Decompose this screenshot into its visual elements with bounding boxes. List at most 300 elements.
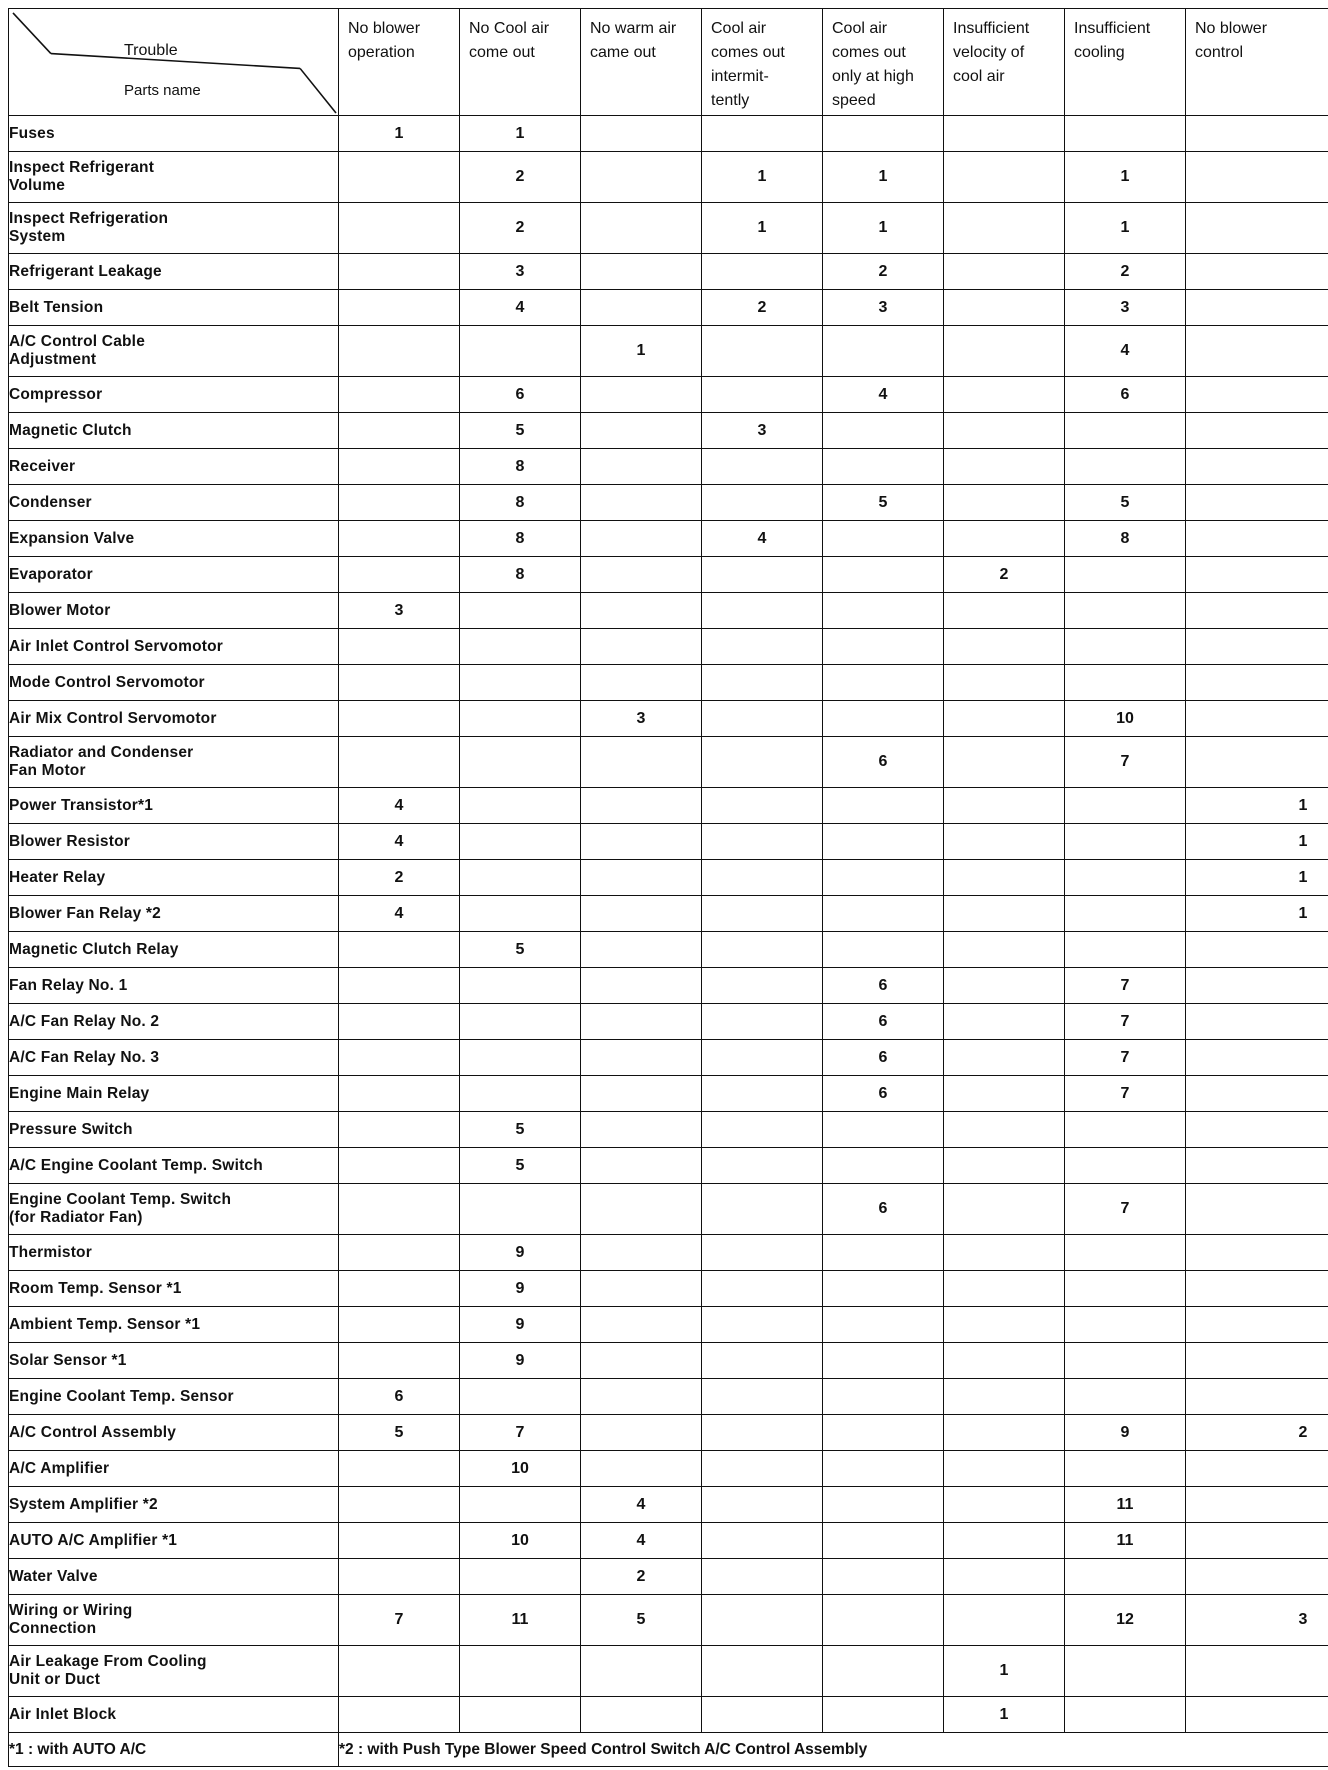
- column-header-line: come out: [469, 44, 535, 61]
- priority-cell: [944, 593, 1065, 629]
- part-name-line: Room Temp. Sensor *1: [9, 1279, 182, 1297]
- priority-cell: [702, 1595, 823, 1646]
- column-header-line: velocity of: [953, 44, 1025, 61]
- priority-cell: [460, 1559, 581, 1595]
- priority-cell: [1186, 932, 1328, 968]
- priority-cell: [460, 968, 581, 1004]
- part-name-line: Engine Coolant Temp. Switch: [9, 1191, 232, 1208]
- part-name-line: Wiring or Wiring: [9, 1602, 133, 1619]
- priority-cell: [339, 1040, 460, 1076]
- part-name-cell: [9, 254, 339, 290]
- table-body: [9, 116, 1328, 1733]
- part-name-line: Heater Relay: [9, 868, 106, 886]
- priority-cell: [702, 1271, 823, 1307]
- priority-cell: [702, 377, 823, 413]
- part-name-cell: [9, 1235, 339, 1271]
- priority-cell: 3: [702, 413, 823, 449]
- table-row: [9, 1148, 1328, 1184]
- priority-cell: [1186, 449, 1328, 485]
- priority-cell: [1065, 629, 1186, 665]
- priority-cell: [944, 1148, 1065, 1184]
- priority-cell: 2: [702, 290, 823, 326]
- priority-cell: [823, 1697, 944, 1733]
- priority-cell: 8: [460, 485, 581, 521]
- priority-cell: [944, 203, 1065, 254]
- priority-cell: [339, 1004, 460, 1040]
- priority-cell: 4: [339, 788, 460, 824]
- priority-cell: 7: [1065, 1040, 1186, 1076]
- priority-cell: [581, 1646, 702, 1697]
- priority-cell: [581, 1343, 702, 1379]
- priority-cell: 8: [460, 557, 581, 593]
- priority-cell: [702, 1112, 823, 1148]
- priority-cell: [702, 1451, 823, 1487]
- priority-cell: [823, 1307, 944, 1343]
- col-cool-air-intermittent: [702, 9, 823, 116]
- priority-cell: [823, 1451, 944, 1487]
- part-name-cell: [9, 290, 339, 326]
- part-name-line: (for Radiator Fan): [9, 1209, 143, 1226]
- table-row: [9, 1271, 1328, 1307]
- priority-cell: 5: [1065, 485, 1186, 521]
- part-name-cell: [9, 665, 339, 701]
- part-name-cell: [9, 932, 339, 968]
- priority-cell: [823, 896, 944, 932]
- priority-cell: [823, 593, 944, 629]
- priority-cell: 2: [1065, 254, 1186, 290]
- column-header-line: Cool air: [832, 20, 888, 37]
- priority-cell: 5: [581, 1595, 702, 1646]
- part-name-line: Magnetic Clutch Relay: [9, 940, 179, 958]
- footnote-row: [9, 1733, 1328, 1767]
- part-name-line: Air Inlet Block: [9, 1705, 117, 1723]
- priority-cell: [702, 1415, 823, 1451]
- priority-cell: 6: [460, 377, 581, 413]
- part-name-line: Solar Sensor *1: [9, 1351, 127, 1369]
- priority-cell: [823, 1112, 944, 1148]
- priority-cell: [702, 629, 823, 665]
- header-row: [9, 9, 1328, 116]
- column-header-line: came out: [590, 44, 656, 61]
- footnote-auto-ac: *1 : with AUTO A/C: [9, 1733, 339, 1767]
- priority-cell: [944, 290, 1065, 326]
- priority-cell: [823, 860, 944, 896]
- part-name-cell: [9, 1559, 339, 1595]
- priority-cell: [1186, 557, 1328, 593]
- priority-cell: [823, 1646, 944, 1697]
- priority-cell: [581, 413, 702, 449]
- priority-cell: [823, 521, 944, 557]
- priority-cell: 4: [339, 896, 460, 932]
- priority-cell: [1065, 593, 1186, 629]
- part-name-line: Blower Resistor: [9, 832, 131, 850]
- priority-cell: [460, 1076, 581, 1112]
- priority-cell: [944, 116, 1065, 152]
- table-row: [9, 1004, 1328, 1040]
- priority-cell: [944, 896, 1065, 932]
- priority-cell: [1186, 152, 1328, 203]
- priority-cell: [702, 701, 823, 737]
- priority-cell: [581, 1076, 702, 1112]
- part-name-line: Air Mix Control Servomotor: [9, 709, 217, 727]
- priority-cell: 4: [702, 521, 823, 557]
- priority-cell: [944, 1451, 1065, 1487]
- table-row: [9, 1697, 1328, 1733]
- priority-cell: [339, 1343, 460, 1379]
- table-row: [9, 1184, 1328, 1235]
- table-row: [9, 1487, 1328, 1523]
- table-row: [9, 932, 1328, 968]
- column-header-line: only at high: [832, 68, 914, 85]
- priority-cell: 11: [1065, 1523, 1186, 1559]
- part-name-cell: [9, 485, 339, 521]
- priority-cell: [702, 824, 823, 860]
- priority-cell: 5: [460, 932, 581, 968]
- part-name-cell: [9, 1523, 339, 1559]
- priority-cell: 9: [1065, 1415, 1186, 1451]
- priority-cell: [460, 896, 581, 932]
- priority-cell: [581, 1235, 702, 1271]
- priority-cell: 2: [460, 152, 581, 203]
- priority-cell: 9: [460, 1271, 581, 1307]
- priority-cell: [1065, 1646, 1186, 1697]
- priority-cell: [581, 377, 702, 413]
- priority-cell: [1065, 1451, 1186, 1487]
- col-cool-air-high-speed: [823, 9, 944, 116]
- priority-cell: [1186, 1040, 1328, 1076]
- priority-cell: [702, 326, 823, 377]
- priority-cell: 7: [1065, 737, 1186, 788]
- priority-cell: 4: [339, 824, 460, 860]
- priority-cell: 1: [1186, 860, 1328, 896]
- priority-cell: 5: [460, 413, 581, 449]
- priority-cell: 8: [1065, 521, 1186, 557]
- priority-cell: [1065, 1379, 1186, 1415]
- priority-cell: 11: [460, 1595, 581, 1646]
- priority-cell: [944, 1112, 1065, 1148]
- part-name-line: Blower Motor: [9, 601, 111, 619]
- priority-cell: [1186, 377, 1328, 413]
- priority-cell: [339, 557, 460, 593]
- priority-cell: 10: [460, 1451, 581, 1487]
- part-name-cell: [9, 557, 339, 593]
- priority-cell: [944, 1487, 1065, 1523]
- part-name-line: AUTO A/C Amplifier *1: [9, 1531, 178, 1549]
- column-header-line: control: [1195, 44, 1244, 61]
- priority-cell: [581, 254, 702, 290]
- part-name-cell: [9, 593, 339, 629]
- part-name-line: Condenser: [9, 493, 92, 511]
- column-header-line: speed: [832, 92, 876, 109]
- priority-cell: [1065, 116, 1186, 152]
- priority-cell: [581, 152, 702, 203]
- priority-cell: [823, 449, 944, 485]
- priority-cell: [339, 485, 460, 521]
- col-no-warm-air: [581, 9, 702, 116]
- priority-cell: [944, 449, 1065, 485]
- priority-cell: [944, 788, 1065, 824]
- priority-cell: 1: [1186, 896, 1328, 932]
- priority-cell: 9: [460, 1343, 581, 1379]
- priority-cell: [1065, 788, 1186, 824]
- priority-cell: [339, 152, 460, 203]
- priority-cell: [460, 593, 581, 629]
- part-name-cell: [9, 152, 339, 203]
- priority-cell: [702, 1040, 823, 1076]
- priority-cell: [702, 1379, 823, 1415]
- priority-cell: [702, 1343, 823, 1379]
- part-name-line: Receiver: [9, 457, 76, 475]
- col-no-blower-control: [1186, 9, 1328, 116]
- priority-cell: 1: [1065, 203, 1186, 254]
- part-name-cell: [9, 1004, 339, 1040]
- priority-cell: [581, 629, 702, 665]
- priority-cell: [460, 701, 581, 737]
- part-name-line: Inspect Refrigerant: [9, 159, 155, 176]
- priority-cell: [339, 1112, 460, 1148]
- priority-cell: [460, 1487, 581, 1523]
- priority-cell: [460, 629, 581, 665]
- part-name-line: Power Transistor*1: [9, 796, 154, 814]
- priority-cell: 10: [460, 1523, 581, 1559]
- priority-cell: [1186, 1271, 1328, 1307]
- priority-cell: 1: [823, 203, 944, 254]
- priority-cell: [1065, 1271, 1186, 1307]
- column-header-line: No blower: [348, 20, 421, 37]
- part-name-line: Pressure Switch: [9, 1120, 133, 1138]
- priority-cell: 6: [823, 968, 944, 1004]
- part-name-line: Unit or Duct: [9, 1671, 101, 1688]
- table-row: [9, 1646, 1328, 1697]
- part-name-cell: [9, 1307, 339, 1343]
- priority-cell: [339, 290, 460, 326]
- priority-cell: 8: [460, 449, 581, 485]
- column-header-line: No warm air: [590, 20, 677, 37]
- priority-cell: 5: [339, 1415, 460, 1451]
- priority-cell: [339, 932, 460, 968]
- priority-cell: [339, 254, 460, 290]
- priority-cell: [460, 326, 581, 377]
- trouble-parts-matrix: [8, 8, 1328, 1767]
- priority-cell: [944, 1004, 1065, 1040]
- priority-cell: [460, 788, 581, 824]
- priority-cell: [339, 1646, 460, 1697]
- table-row: [9, 116, 1328, 152]
- priority-cell: [581, 1004, 702, 1040]
- priority-cell: [339, 968, 460, 1004]
- priority-cell: 9: [460, 1307, 581, 1343]
- priority-cell: [702, 1697, 823, 1733]
- table-row: [9, 449, 1328, 485]
- priority-cell: [1186, 968, 1328, 1004]
- priority-cell: 3: [460, 254, 581, 290]
- column-header-line: tently: [711, 92, 750, 109]
- priority-cell: [339, 1307, 460, 1343]
- priority-cell: [702, 1559, 823, 1595]
- priority-cell: [1186, 1697, 1328, 1733]
- priority-cell: [581, 1040, 702, 1076]
- part-name-line: Air Inlet Control Servomotor: [9, 637, 224, 655]
- priority-cell: [1186, 1559, 1328, 1595]
- priority-cell: [1186, 290, 1328, 326]
- part-name-line: A/C Engine Coolant Temp. Switch: [9, 1156, 263, 1174]
- col-no-blower-operation: [339, 9, 460, 116]
- priority-cell: [460, 860, 581, 896]
- priority-cell: 3: [339, 593, 460, 629]
- priority-cell: [1186, 737, 1328, 788]
- part-name-line: A/C Fan Relay No. 3: [9, 1048, 160, 1066]
- priority-cell: [823, 557, 944, 593]
- priority-cell: [581, 896, 702, 932]
- priority-cell: 6: [823, 1184, 944, 1235]
- priority-cell: [339, 1451, 460, 1487]
- priority-cell: [581, 557, 702, 593]
- priority-cell: [581, 485, 702, 521]
- priority-cell: [1186, 1487, 1328, 1523]
- part-name-cell: [9, 1148, 339, 1184]
- priority-cell: [581, 737, 702, 788]
- priority-cell: [823, 1343, 944, 1379]
- priority-cell: [944, 1523, 1065, 1559]
- priority-cell: 1: [702, 152, 823, 203]
- part-name-line: Blower Fan Relay *2: [9, 904, 161, 922]
- priority-cell: [944, 1271, 1065, 1307]
- priority-cell: [1186, 1646, 1328, 1697]
- part-name-cell: [9, 326, 339, 377]
- table-row: [9, 485, 1328, 521]
- table-row: [9, 629, 1328, 665]
- priority-cell: [702, 1004, 823, 1040]
- part-name-line: Volume: [9, 177, 66, 194]
- priority-cell: 1: [944, 1646, 1065, 1697]
- part-name-line: Evaporator: [9, 565, 93, 583]
- troubleshooting-sheet: [8, 8, 1328, 1767]
- priority-cell: [339, 1148, 460, 1184]
- priority-cell: [1065, 413, 1186, 449]
- priority-cell: 6: [823, 737, 944, 788]
- priority-cell: 1: [944, 1697, 1065, 1733]
- priority-cell: [944, 1595, 1065, 1646]
- priority-cell: [1186, 203, 1328, 254]
- priority-cell: [339, 1559, 460, 1595]
- priority-cell: [823, 116, 944, 152]
- priority-cell: [944, 485, 1065, 521]
- priority-cell: [581, 1148, 702, 1184]
- part-name-cell: [9, 1271, 339, 1307]
- priority-cell: 6: [1065, 377, 1186, 413]
- table-row: [9, 290, 1328, 326]
- priority-cell: [702, 896, 823, 932]
- priority-cell: [1186, 485, 1328, 521]
- priority-cell: [944, 665, 1065, 701]
- table-row: [9, 968, 1328, 1004]
- part-name-cell: [9, 203, 339, 254]
- priority-cell: [581, 593, 702, 629]
- priority-cell: [460, 1697, 581, 1733]
- priority-cell: [581, 1451, 702, 1487]
- priority-cell: [1065, 896, 1186, 932]
- part-name-cell: [9, 737, 339, 788]
- part-name-line: Ambient Temp. Sensor *1: [9, 1315, 201, 1333]
- priority-cell: [339, 737, 460, 788]
- part-name-line: Fan Relay No. 1: [9, 976, 128, 994]
- priority-cell: [581, 449, 702, 485]
- priority-cell: [339, 449, 460, 485]
- priority-cell: [339, 1523, 460, 1559]
- table-row: [9, 1451, 1328, 1487]
- priority-cell: [944, 377, 1065, 413]
- priority-cell: [702, 1307, 823, 1343]
- header-corner-cell: [9, 9, 339, 116]
- priority-cell: [1065, 1559, 1186, 1595]
- table-row: [9, 1559, 1328, 1595]
- priority-cell: [1065, 1235, 1186, 1271]
- priority-cell: [339, 326, 460, 377]
- part-name-line: Air Leakage From Cooling: [9, 1653, 207, 1670]
- table-row: [9, 1112, 1328, 1148]
- priority-cell: [944, 1184, 1065, 1235]
- priority-cell: [1065, 557, 1186, 593]
- priority-cell: [339, 1271, 460, 1307]
- priority-cell: 1: [581, 326, 702, 377]
- priority-cell: [702, 932, 823, 968]
- priority-cell: [823, 1595, 944, 1646]
- priority-cell: [823, 788, 944, 824]
- part-name-cell: [9, 824, 339, 860]
- part-name-cell: [9, 521, 339, 557]
- part-name-cell: [9, 413, 339, 449]
- part-name-line: Refrigerant Leakage: [9, 262, 162, 280]
- priority-cell: [702, 1076, 823, 1112]
- table-row: [9, 1343, 1328, 1379]
- priority-cell: [823, 1379, 944, 1415]
- priority-cell: 4: [460, 290, 581, 326]
- priority-cell: [944, 1235, 1065, 1271]
- part-name-line: Mode Control Servomotor: [9, 673, 205, 691]
- footnote-push-type: *2 : with Push Type Blower Speed Control Switch A/C Control Assembly: [339, 1733, 1328, 1767]
- priority-cell: 7: [1065, 1184, 1186, 1235]
- part-name-cell: [9, 860, 339, 896]
- column-header-line: cooling: [1074, 44, 1125, 61]
- priority-cell: 4: [823, 377, 944, 413]
- column-header-line: operation: [348, 44, 415, 61]
- priority-cell: [1186, 521, 1328, 557]
- part-name-cell: [9, 449, 339, 485]
- priority-cell: [1186, 1148, 1328, 1184]
- priority-cell: [944, 521, 1065, 557]
- priority-cell: [1186, 701, 1328, 737]
- priority-cell: [823, 1271, 944, 1307]
- priority-cell: 4: [581, 1523, 702, 1559]
- table-row: [9, 326, 1328, 377]
- priority-cell: [823, 413, 944, 449]
- priority-cell: [944, 968, 1065, 1004]
- priority-cell: 7: [1065, 1004, 1186, 1040]
- parts-name-label: Parts name: [124, 82, 201, 99]
- table-row: [9, 824, 1328, 860]
- column-header-line: No Cool air: [469, 20, 550, 37]
- table-row: [9, 1040, 1328, 1076]
- part-name-line: A/C Fan Relay No. 2: [9, 1012, 160, 1030]
- table-row: [9, 788, 1328, 824]
- part-name-line: Radiator and Condenser: [9, 744, 194, 761]
- priority-cell: [339, 1076, 460, 1112]
- part-name-line: A/C Control Cable: [9, 333, 146, 350]
- priority-cell: [1065, 860, 1186, 896]
- priority-cell: [1186, 1307, 1328, 1343]
- priority-cell: [702, 485, 823, 521]
- part-name-line: Engine Coolant Temp. Sensor: [9, 1387, 234, 1405]
